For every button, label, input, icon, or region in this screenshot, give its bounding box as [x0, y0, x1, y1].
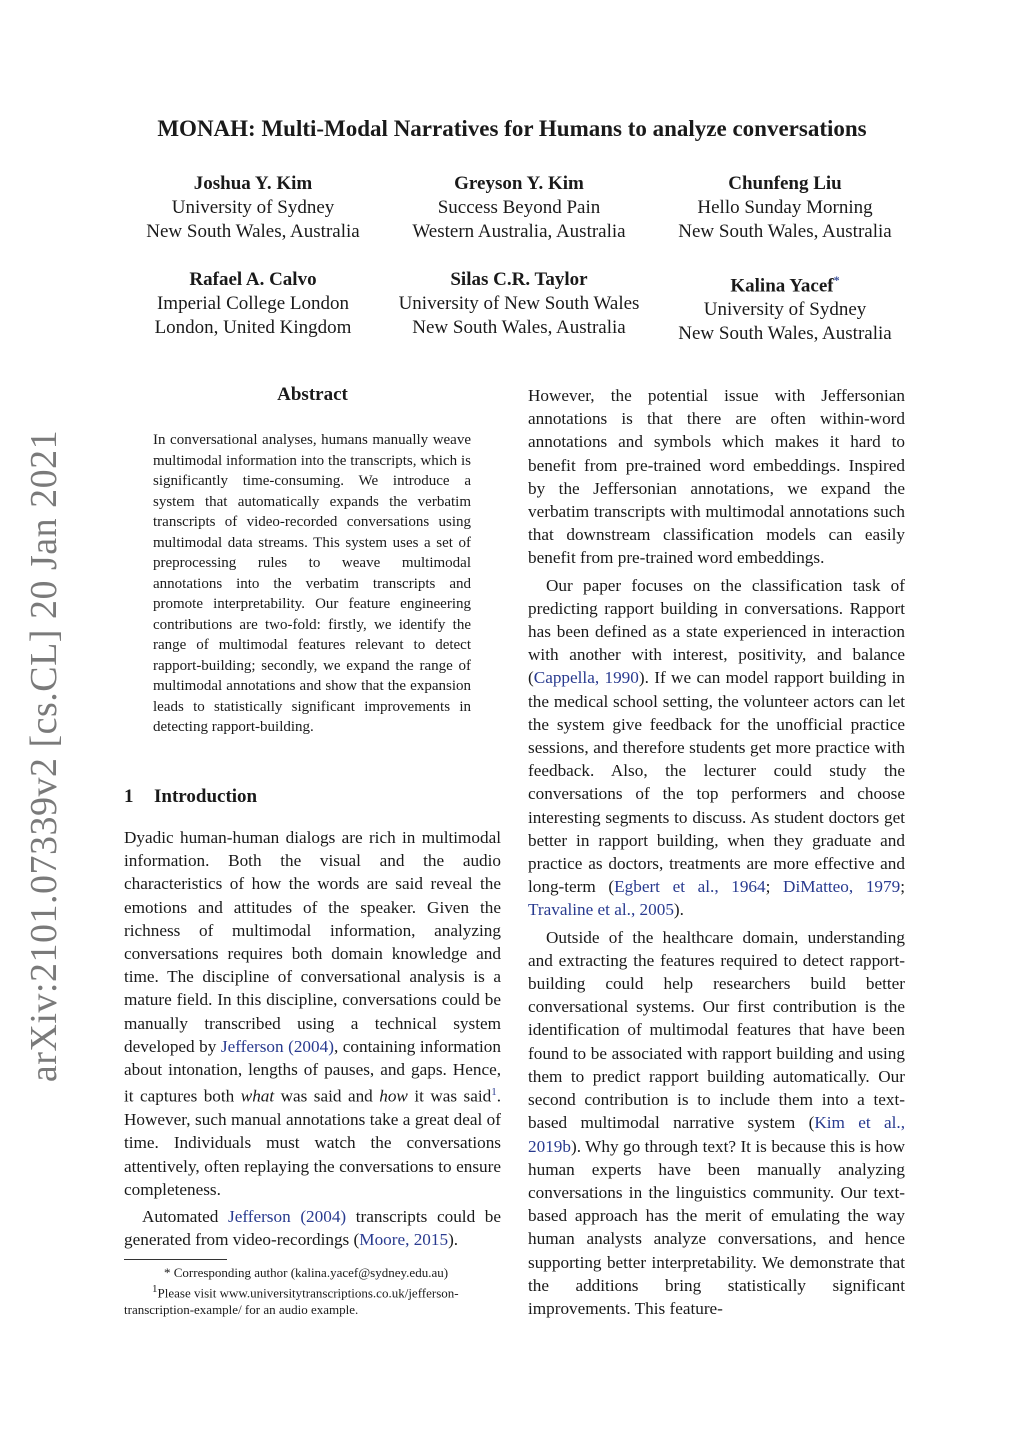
abstract-text: In conversational analyses, humans manually weave multimodal information into the transcripts, which is significantly time-consuming. We introduce a system that automatically expands the verbatim transcripts of video-recorded conversations using multimodal data streams. This system uses a set of preprocessing rules to weave multimodal annotations into the verbatim transcripts and promote interpretability. Our feature engineering contributions are two-fold: firstly, we identify the range of multimodal features relevant to detect rapport-building; secondly, we expand the range of multimodal annotations and show that the expansion leads to statistically significant improvements in detecting rapport-building. [153, 432, 471, 735]
citation-link[interactable]: Moore, 2015 [359, 1230, 449, 1250]
abstract-heading: Abstract [277, 384, 348, 405]
author-affiliation: Hello Sunday Morning [697, 197, 873, 218]
text-run: ). [673, 900, 684, 920]
introduction-body [124, 826, 501, 1251]
citation-link[interactable]: (2004) [288, 1036, 334, 1056]
text-run: ; [765, 877, 784, 897]
author-name [650, 268, 920, 298]
paragraph [124, 1205, 501, 1251]
paper-title: MONAH: Multi-Modal Narratives for Humans to analyze conversations [157, 116, 867, 141]
citation-link[interactable]: Jefferson [220, 1036, 284, 1056]
author-affiliation: University of Sydney [703, 299, 867, 321]
footnote-mark: 1 [152, 1283, 158, 1295]
arxiv-identifier: arXiv:2101.07339v2 [cs.CL] 20 Jan 2021 [23, 429, 65, 1083]
citation-link[interactable]: Travaline et al., 2005 [528, 900, 674, 920]
author-affiliation: Success Beyond Pain [437, 197, 601, 218]
paragraph [528, 926, 905, 1320]
citation-link[interactable]: (2004) [300, 1206, 347, 1226]
author-affiliation: University of Sydney [171, 197, 335, 218]
text-run: ). Why go through text? It is because this is how human experts have been manually analyzing conversations in the linguistics community. Our text-based approach has the merit of emulating the way human analysts analyze conversations, and hence supporting better interpretability. We demonstrate that the additions bring statistically significant improvements. This feature- [528, 1136, 905, 1318]
text-run: Dyadic human-human dialogs are rich in multimodal information. Both the visual and the audio characteristics of how the words are said reveal the emotions and attitudes of the speaker. Given the richness of multimodal information, analyzing conversations requires both domain knowledge and time. The discipline of conversational analysis is a mature field. In this discipline, conversations could be manually transcribed using a technical system developed by [124, 828, 501, 1056]
citation-link[interactable]: Kim et al., 2019b [528, 1113, 905, 1156]
author-block [384, 172, 654, 244]
author-location: New South Wales, Australia [678, 221, 892, 242]
section-heading [124, 786, 257, 808]
text-run: Outside of the healthcare domain, understanding and extracting the features required to detect rapport-building could help researchers build better conversational systems. Our first contribution is the identification of multimodal features that have been found to be associated with rapport building and using them to predict rapport building automatically. Our second contribution is to include them into a text-based multimodal narrative system ( [528, 927, 905, 1133]
author-location: Western Australia, Australia [412, 221, 626, 242]
paragraph [124, 826, 501, 1201]
author-affiliation: University of New South Wales [398, 293, 640, 314]
emphasis: how [379, 1086, 408, 1106]
author-block [650, 172, 920, 244]
footnote-1 [124, 1281, 504, 1318]
citation-link[interactable]: Jefferson [228, 1206, 291, 1226]
author-block [650, 268, 920, 346]
author-location: New South Wales, Australia [678, 323, 892, 345]
paragraph [528, 574, 905, 922]
author-block [118, 172, 388, 244]
text-run: was said and [274, 1086, 380, 1106]
footnote-corresponding: * Corresponding author (kalina.yacef@sydney.edu.au) [164, 1265, 449, 1280]
footnotes [124, 1264, 504, 1318]
text-run: ). If we can model rapport building in the medical school setting, the volunteer actors can let the system give feedback for the unofficial practice sessions, and therefore students get more practice with feedback. Also, the lecturer could study the conversations of the top performers and choose interesting segments to discuss. As student doctors get better in rapport building, when they graduate and practice as doctors, treatments are more effective and long-term ( [528, 668, 905, 897]
section-title: Introduction [154, 786, 258, 807]
author-name: Greyson Y. Kim [454, 173, 584, 194]
author-name: Chunfeng Liu [728, 173, 842, 194]
citation-link[interactable]: Egbert et al., 1964 [614, 877, 766, 897]
section-number: 1 [124, 786, 134, 807]
author-block [118, 268, 388, 340]
author-name: Joshua Y. Kim [193, 173, 313, 194]
author-affiliation: Imperial College London [156, 293, 350, 314]
text-run: , containing information about intonation, lengths of pauses, and gaps. Hence, it captures both [124, 1036, 501, 1106]
corresponding-author-mark[interactable]: * [833, 273, 840, 287]
footnote-link[interactable]: 1 [491, 1086, 497, 1099]
author-name: Rafael A. Calvo [189, 269, 317, 290]
text-run: . However, such manual annotations take a great deal of time. Individuals must watch the conversations attentively, often replaying the conversations to ensure completeness. [124, 1086, 501, 1199]
footnote-text: Please visit www.universitytranscriptions.co.uk/jefferson-transcription-example/ for an audio example. [124, 1285, 459, 1318]
text-run: ; [900, 877, 905, 897]
author-block [384, 268, 654, 340]
text-run: transcripts could be generated from video-recordings ( [124, 1206, 501, 1250]
author-location: London, United Kingdom [154, 317, 352, 338]
footnote-rule [124, 1259, 227, 1260]
citation-link[interactable]: DiMatteo, 1979 [783, 877, 901, 897]
text-run: Automated [142, 1206, 228, 1226]
author-location: New South Wales, Australia [412, 317, 626, 338]
emphasis: what [240, 1086, 275, 1106]
right-column-body [528, 384, 905, 1320]
paragraph: However, the potential issue with Jeffersonian annotations is that there are often within-word annotations and symbols which makes it hard to benefit from pre-trained word embeddings. Inspired by the Jeffersonian annotations, we expand the verbatim transcripts with multimodal annotations such that downstream classification models can easily benefit from pre-trained word embeddings. [528, 386, 905, 568]
text-run: Our paper focuses on the classification task of predicting rapport building in conversations. Rapport has been defined as a state experienced in interaction with another with interest, positivity, and balance ( [528, 575, 905, 688]
text-run: it was said [407, 1086, 492, 1106]
citation-link[interactable]: Cappella, 1990 [533, 668, 639, 688]
author-name: Silas C.R. Taylor [450, 269, 588, 290]
text-run: ). [448, 1230, 459, 1250]
author-name-text: Kalina Yacef [730, 275, 834, 297]
author-location: New South Wales, Australia [146, 221, 360, 242]
